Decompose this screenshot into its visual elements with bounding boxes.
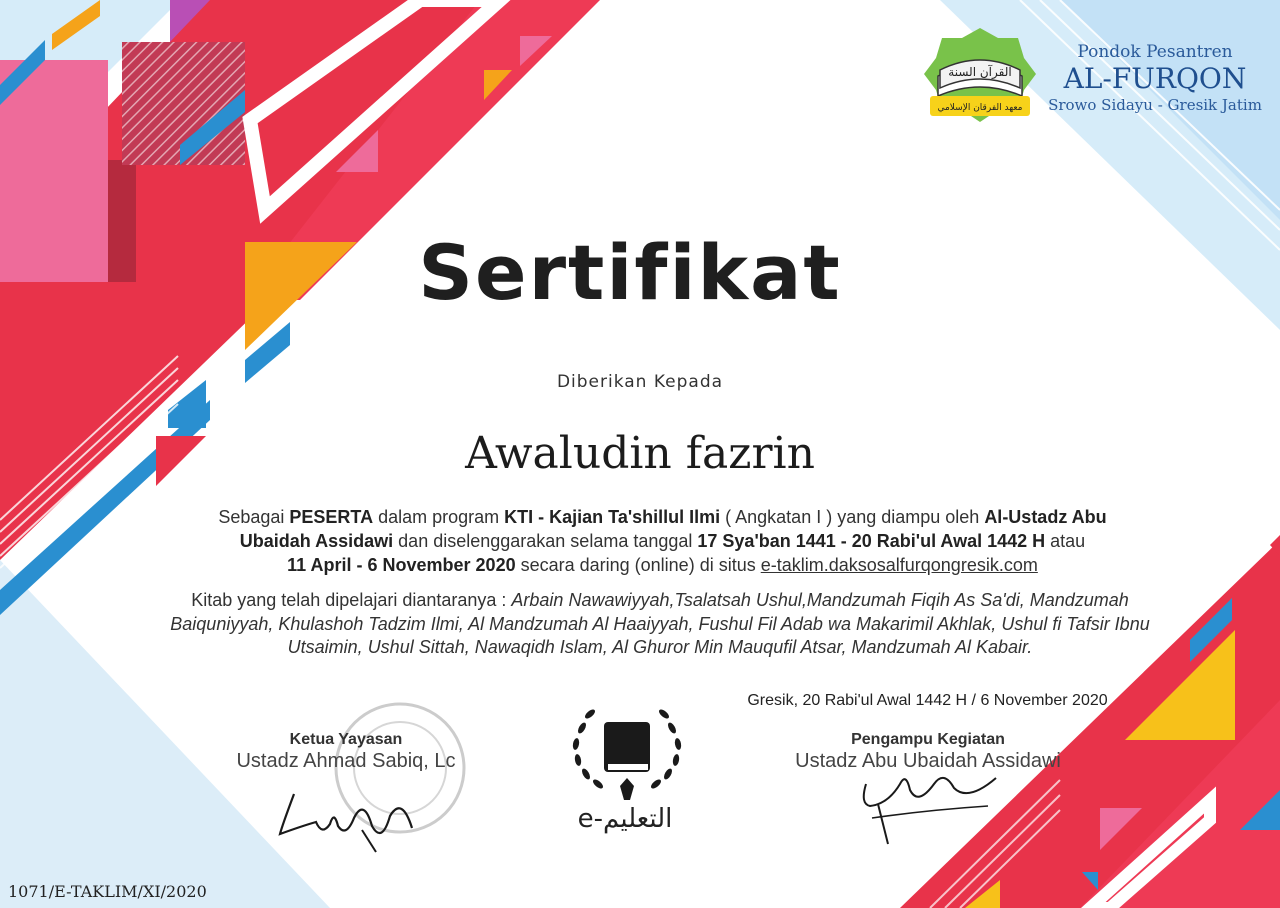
signature-2-icon	[848, 744, 1008, 850]
signature-1-icon	[272, 786, 422, 856]
program-name: KTI - Kajian Ta'shillul Ilmi	[504, 507, 721, 527]
participant-role: PESERTA	[289, 507, 374, 527]
logo-arabic-banner: معهد الفرقان الإسلامي	[937, 103, 1023, 113]
signatory-2-role: Pengampu Kegiatan	[851, 731, 1005, 748]
brand-line-1: Pondok Pesantren	[1077, 42, 1233, 62]
signatory-2-name: Ustadz Abu Ubaidah Assidawi	[795, 750, 1061, 772]
logo-arabic-top: القرآن السنة	[948, 65, 1012, 79]
e-taklim-logo-text: e-التعليم	[577, 804, 673, 834]
pesantren-logo-icon	[920, 26, 1040, 126]
brand-line-3: Srowo Sidayu - Gresik Jatim	[1048, 96, 1262, 114]
hijri-range: 17 Sya'ban 1441 - 20 Rabi'ul Awal 1442 H	[697, 531, 1046, 551]
books-list: Arbain Nawawiyyah,Tsalatsah Ushul,Mandzumah Fiqih As Sa'di, Mandzumah Baiquniyyah, Khulashoh Tadzim Ilmi, Al Mandzumah Al Haaiyyah, Fushul Fil Adab wa Makarimil Akhlak, Ushul fi Tafsir Ibnu Utsaimin, Ushul Sittah, Nawaqidh Islam, Al Ghuror Min Mauqufil Atsar, Mandzumah Al Kabair.	[170, 590, 1150, 657]
e-taklim-logo-icon	[562, 688, 692, 806]
teacher-name-a: Al-Ustadz Abu	[984, 507, 1107, 527]
statement-paragraph: Sebagai PESERTA dalam program KTI - Kajian Ta'shillul Ilmi ( Angkatan I ) yang diampu oleh Al-Ustadz Abu Ubaidah Assidawi dan diselenggarakan selama tanggal 17 Sya'ban 1441 - 20 Rabi'ul Awal 1442 H atau 11 April - 6 November 2020 secara daring (online) di situs e-taklim.daksosalfurqongresik.com	[218, 507, 1107, 575]
certificate-title: Sertifikat	[418, 228, 842, 317]
signatory-1-name: Ustadz Ahmad Sabiq, Lc	[236, 750, 456, 772]
given-to-label: Diberikan Kepada	[556, 372, 724, 392]
gregorian-range: 11 April - 6 November 2020	[287, 555, 516, 575]
books-paragraph	[140, 589, 1180, 660]
brand-line-2: AL-FURQON	[1063, 62, 1247, 95]
teacher-name-b: Ubaidah Assidawi	[239, 531, 394, 551]
certificate-number: 1071/E-TAKLIM/XI/2020	[8, 882, 207, 901]
signatory-1-role: Ketua Yayasan	[289, 731, 403, 748]
recipient-name: Awaludin fazrin	[465, 428, 815, 479]
books-intro: Kitab yang telah dipelajari diantaranya :	[191, 590, 512, 610]
website-link[interactable]: e-taklim.daksosalfurqongresik.com	[760, 555, 1038, 575]
issue-place-date: Gresik, 20 Rabi'ul Awal 1442 H / 6 November 2020	[747, 692, 1108, 709]
